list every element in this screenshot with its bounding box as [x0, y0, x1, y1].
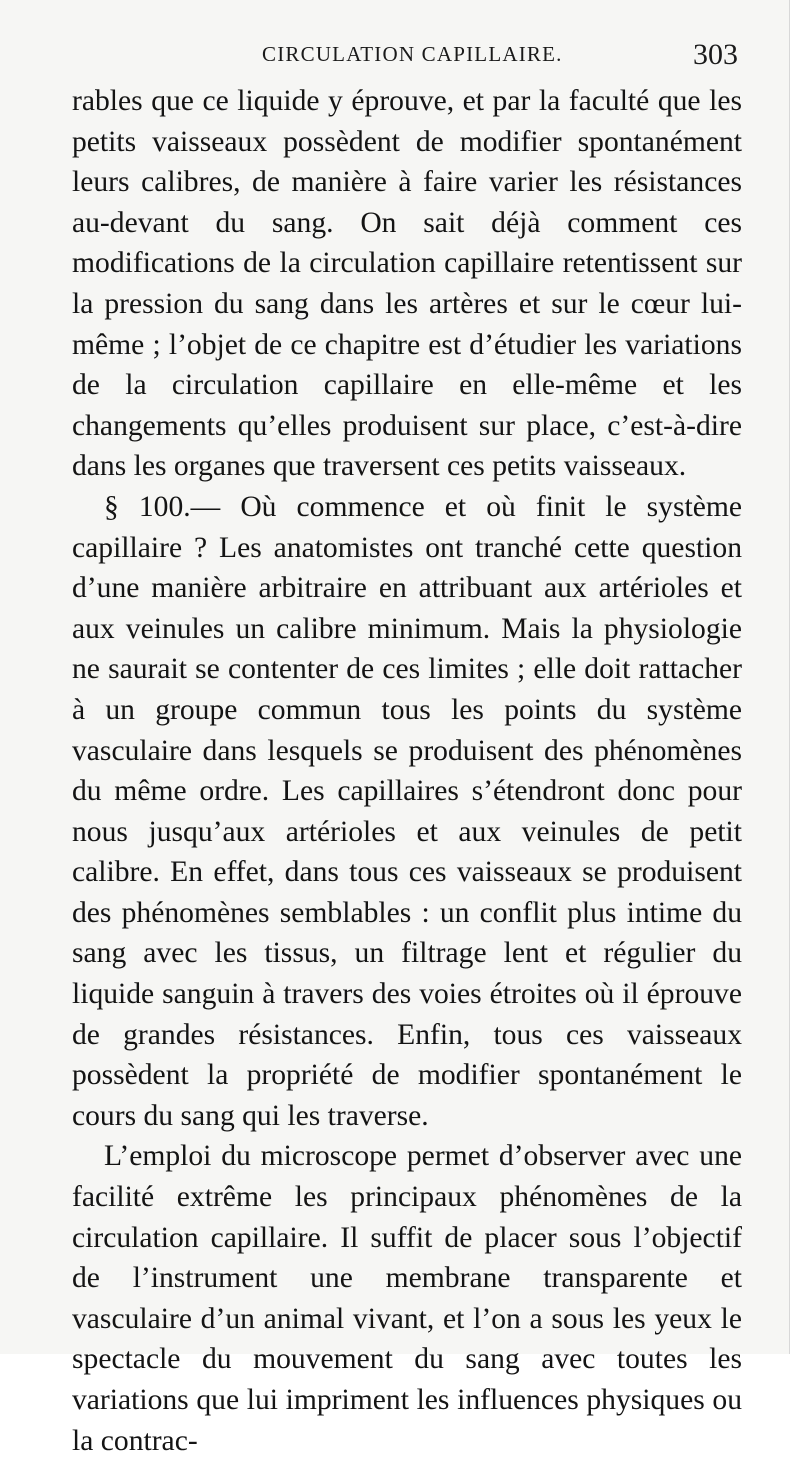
paragraph-1: [72, 81, 742, 487]
running-title: CIRCULATION CAPILLAIRE.: [262, 42, 563, 66]
page-edge: [789, 0, 800, 1354]
paragraph-2-text: — Où commence et où finit le système capillaire ? Les anatomistes ont tranché cette question d’une manière arbitraire en attribuant aux artérioles et aux veinules un calibre minimum. Mais la physiologie ne saurait se contenter de ces limites ; elle doit rattacher à un groupe commun tous les points du système vasculaire dans lesquels se produisent des phénomènes du même ordre. Les capillaires s’étendront donc pour nous jusqu’aux artérioles et aux veinules de petit calibre. En effet, dans tous ces vaisseaux se produisent des phénomènes semblables : un conflit plus intime du sang avec les tissus, un filtrage lent et régulier du liquide sanguin à travers des voies étroites où il éprouve de grandes résistances. Enfin, tous ces vaisseaux possèdent la propriété de modifier spontanément le cours du sang qui les traverse.: [72, 490, 742, 1132]
running-head: [0, 38, 790, 78]
paragraph-3-text: L’emploi du microscope permet d’observer avec une facilité extrême les principaux phénomènes de la circulation capillaire. Il suffit de placer sous l’objectif de l’instrument une membrane transparente et vasculaire d’un animal vivant, et l’on a sous les yeux le spectacle du mouvement du sang avec toutes les variations que lui impriment les influences physiques ou la contrac-: [72, 1140, 742, 1457]
paragraph-3: [72, 1136, 742, 1461]
body-text: [72, 81, 742, 1461]
section-label: § 100.: [104, 490, 191, 523]
paragraph-1-text: rables que ce liquide y éprouve, et par la faculté que les petits vaisseaux possèdent de modifier spontanément leurs calibres, de manière à faire varier les résistances au-devant du sang. On sait déjà comment ces modifications de la circulation capillaire retentissent sur la pression du sang dans les artères et sur le cœur lui-même ; l’objet de ce chapitre est d’étudier les variations de la circulation capillaire en elle-même et les changements qu’elles produisent sur place, c’est-à-dire dans les organes que traversent ces petits vaisseaux.: [72, 85, 742, 483]
paragraph-2: [72, 487, 742, 1137]
page-number: 303: [693, 38, 738, 71]
